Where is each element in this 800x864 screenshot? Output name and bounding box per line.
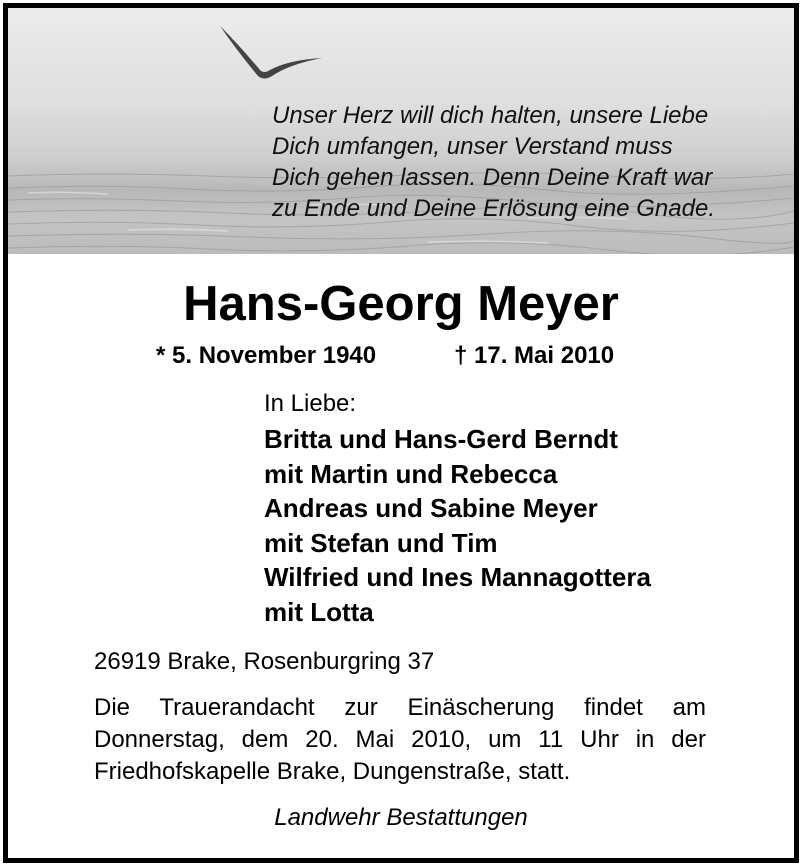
notice-line: Friedhofskapelle Brake, Dungenstraße, statt. bbox=[94, 758, 571, 785]
notice-line: Donnerstag, dem 20. Mai 2010, um 11 Uhr in der bbox=[94, 726, 706, 753]
mourner-line: Britta und Hans-Gerd Berndt bbox=[264, 424, 618, 454]
quote-line: Dich gehen lassen. Denn Deine Kraft war bbox=[272, 164, 713, 191]
birth-date: * 5. November 1940 bbox=[156, 342, 377, 369]
header-quote bbox=[272, 100, 772, 224]
seagull-icon bbox=[218, 24, 328, 84]
funeral-notice bbox=[94, 692, 706, 788]
notice-line: Die Trauerandacht zur Einäscherung findet am bbox=[94, 694, 706, 721]
mourner-line: mit Lotta bbox=[264, 596, 374, 627]
mourner-line: Wilfried und Ines Mannagottera bbox=[264, 562, 651, 592]
mourner-line: mit Stefan und Tim bbox=[264, 527, 498, 558]
death-date: † 17. Mai 2010 bbox=[454, 342, 615, 369]
obituary-frame bbox=[3, 3, 799, 863]
quote-line: Dich umfangen, unser Verstand muss bbox=[272, 133, 673, 160]
mourners-intro: In Liebe: bbox=[264, 390, 357, 417]
mourner-line: Andreas und Sabine Meyer bbox=[264, 493, 598, 523]
deceased-name: Hans-Georg Meyer bbox=[183, 277, 619, 331]
mourner-line: mit Martin und Rebecca bbox=[264, 458, 558, 489]
mourners-list bbox=[264, 422, 651, 629]
undertaker-name: Landwehr Bestattungen bbox=[274, 804, 528, 831]
quote-line: zu Ende und Deine Erlösung eine Gnade. bbox=[272, 195, 715, 222]
header-image bbox=[8, 8, 794, 254]
quote-line: Unser Herz will dich halten, unsere Liebe bbox=[272, 102, 709, 129]
address: 26919 Brake, Rosenburgring 37 bbox=[94, 648, 435, 675]
